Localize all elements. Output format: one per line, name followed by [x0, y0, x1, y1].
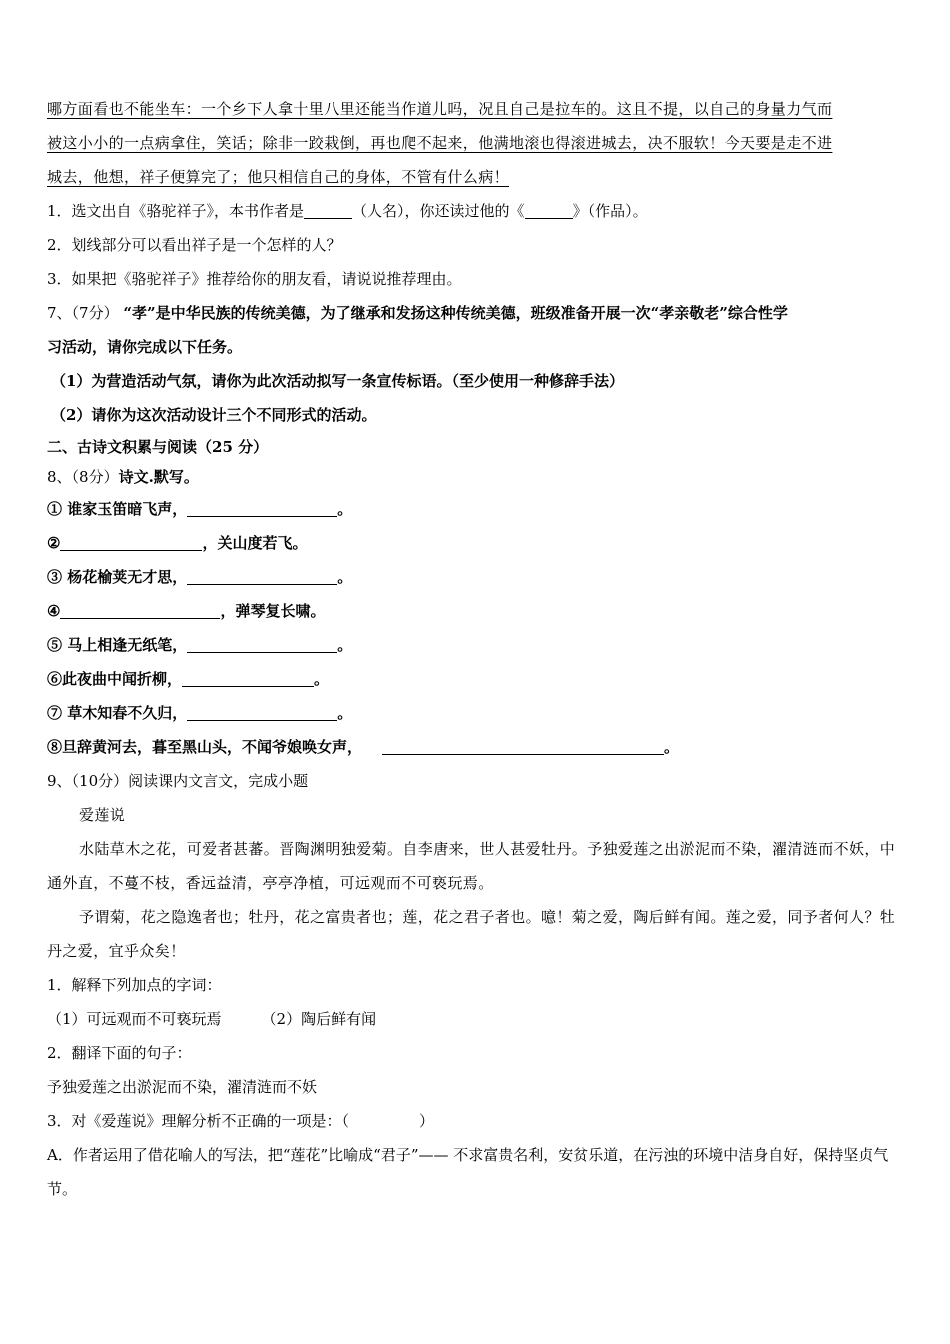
- q8-item-4-pre: ④: [47, 602, 61, 620]
- q8-item-3-post: 。: [337, 568, 353, 586]
- q6-item-1-text-b: （人名），你还读过他的《: [352, 202, 525, 220]
- q9-essay-para-1: 水陆草木之花，可爱者甚蕃。晋陶渊明独爱菊。自李唐来，世人甚爱牡丹。予独爱莲之出淤泥而不染，濯清涟而不妖，中通外直，不蔓不枝，香远益清，亭亭净植，可远观而不可亵玩焉。: [47, 840, 896, 892]
- q8-item-3-pre: ③ 杨花榆荚无才思，: [47, 568, 188, 586]
- q8-blank-7[interactable]: [187, 702, 337, 721]
- q8-item-2-pre: ②: [47, 534, 61, 552]
- q8-head: 8、（8分）: [47, 468, 119, 486]
- q6-item-2: 2．划线部分可以看出祥子是一个怎样的人？: [47, 236, 342, 254]
- q9-sub-1: 1．解释下列加点的字词：: [47, 976, 222, 994]
- q8-blank-8[interactable]: [382, 736, 664, 755]
- q8-item-1-post: 。: [337, 500, 353, 518]
- q8-item-6-pre: ⑥此夜曲中闻折柳，: [47, 670, 183, 688]
- q8-item-5-pre: ⑤ 马上相逢无纸笔，: [47, 636, 188, 654]
- q8-blank-4[interactable]: [60, 600, 220, 619]
- q9-sub-3-text: 3．对《爱莲说》理解分析不正确的一项是：（: [47, 1112, 350, 1130]
- q8-item-2-post: ，关山度若飞。: [202, 534, 308, 552]
- q6-item-1-text-c: 》（作品）。: [572, 202, 648, 220]
- passage-line-3: 城去，他想，祥子便算完了；他只相信自己的身体，不管有什么病！: [47, 168, 510, 186]
- q8-blank-1[interactable]: [187, 498, 337, 517]
- q8-item-8-pre: ⑧旦辞黄河去，暮至黑山头，不闻爷娘唤女声，: [47, 738, 363, 756]
- q8-blank-2[interactable]: [60, 532, 202, 551]
- q8-blank-6[interactable]: [182, 668, 314, 687]
- q8-item-6-post: 。: [314, 670, 330, 688]
- passage-line-1: 哪方面看也不能坐车：一个乡下人拿十里八里还能当作道儿吗，况且自己是拉车的。这且不提，以自己的身量力气而: [47, 100, 833, 118]
- q7-body-2: 习活动，请你完成以下任务。: [47, 338, 243, 356]
- q8-item-3: [47, 560, 907, 594]
- document-page: [47, 92, 907, 1206]
- q8-item-4: [47, 594, 907, 628]
- q8-item-4-post: ，弹琴复长啸。: [220, 602, 326, 620]
- q8-header: [47, 462, 907, 492]
- q7-body-1: “孝”是中华民族的传统美德，为了继承和发扬这种传统美德，班级准备开展一次“孝亲敬老”综合性学: [123, 304, 788, 322]
- q9-sub-1a: （1）可远观而不可亵玩焉: [47, 1010, 222, 1028]
- q7-task-2: （2）请你为这次活动设计三个不同形式的活动。: [51, 406, 377, 424]
- section-2-title: 二、古诗文积累与阅读（25 分）: [47, 438, 269, 456]
- q9-sub-1b: （2）陶后鲜有闻: [261, 1010, 377, 1028]
- q8-item-1-pre: ① 谁家玉笛暗飞声，: [47, 500, 188, 518]
- q8-title: 诗文.默写。: [118, 468, 199, 486]
- q9-essay-title: 爱莲说: [79, 806, 126, 824]
- q8-blank-5[interactable]: [187, 634, 337, 653]
- q8-item-5-post: 。: [337, 636, 353, 654]
- q7-line-1: [47, 296, 907, 330]
- q8-item-8: [47, 730, 907, 764]
- q9-option-a: A．作者运用了借花喻人的写法，把“莲花”比喻成“君子”—— 不求富贵名利，安贫乐道，在污浊的环境中洁身自好，保持坚贞气节。: [47, 1146, 889, 1198]
- q8-item-6: [47, 662, 907, 696]
- q8-item-7-pre: ⑦ 草木知春不久归，: [47, 704, 188, 722]
- q7-task-1: （1）为营造活动气氛，请你为此次活动拟写一条宣传标语。（至少使用一种修辞手法）: [51, 372, 624, 390]
- q8-item-2: [47, 526, 907, 560]
- q6-item-1-text-a: 1．选文出自《骆驼祥子》，本书作者是: [47, 202, 305, 220]
- author-blank[interactable]: [304, 200, 352, 219]
- q6-item-3: 3．如果把《骆驼祥子》推荐给你的朋友看，请说说推荐理由。: [47, 270, 462, 288]
- passage-line-2: 被这小小的一点病拿住，笑话；除非一跤栽倒，再也爬不起来，他满地滚也得滚进城去，决不服软！今天要是走不进: [47, 134, 833, 152]
- q8-item-8-post: 。: [664, 738, 680, 756]
- q8-item-7-post: 。: [337, 704, 353, 722]
- q9-sub-3-end: ）: [419, 1112, 435, 1130]
- q8-item-5: [47, 628, 907, 662]
- q8-item-7: [47, 696, 907, 730]
- q9-sub-2: 2．翻译下面的句子：: [47, 1044, 192, 1062]
- q9-essay-para-2: 予谓菊，花之隐逸者也；牡丹，花之富贵者也；莲，花之君子者也。噫！菊之爱，陶后鲜有闻。莲之爱，同予者何人？牡丹之爱，宜乎众矣！: [47, 908, 896, 960]
- q9-head: 9、（10分）阅读课内文言文，完成小题: [47, 772, 309, 790]
- q9-sub-2-text: 予独爱莲之出淤泥而不染，濯清涟而不妖: [47, 1078, 318, 1096]
- q8-item-1: [47, 492, 907, 526]
- q9-sub-3: [47, 1104, 907, 1138]
- q7-head: 7、（7分）: [47, 304, 119, 322]
- q8-blank-3[interactable]: [187, 566, 337, 585]
- q6-item-1: [47, 194, 907, 228]
- work-blank[interactable]: [525, 200, 573, 219]
- q9-sub-1-items: [47, 1002, 907, 1036]
